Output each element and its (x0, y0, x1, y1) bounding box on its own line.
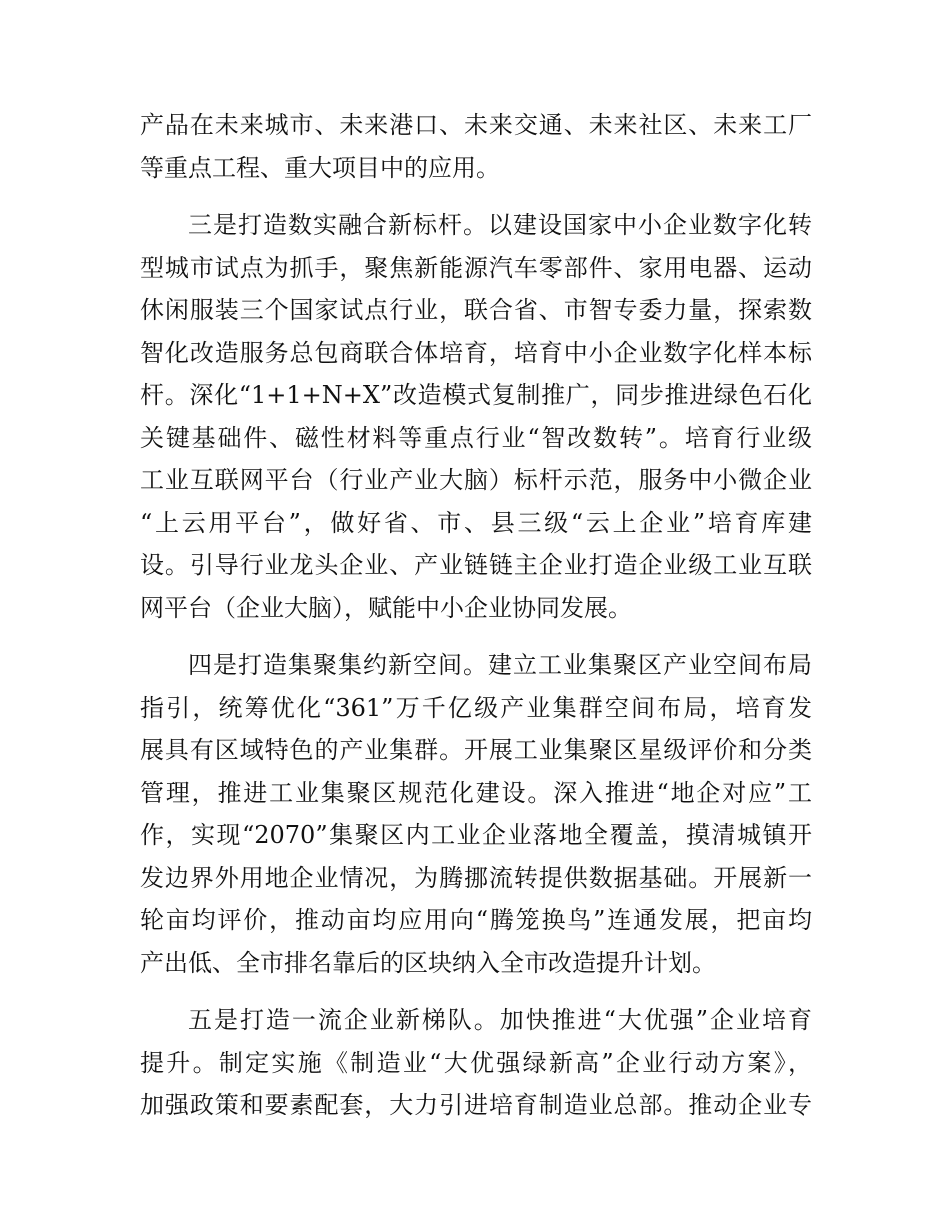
text-line: 指引，统筹优化“361”万千亿级产业集群空间布局，培育发 (140, 693, 812, 722)
text-line: 五是打造一流企业新梯队。加快推进“大优强”企业培育 (188, 1006, 812, 1034)
text-line: 工业互联网平台（行业产业大脑）标杆示范，服务中小微企业 (140, 466, 812, 494)
text-line: 智化改造服务总包商联合体培育，培育中小企业数字化样本标 (140, 338, 812, 367)
text-line: 产品在未来城市、未来港口、未来交通、未来社区、未来工厂 (140, 111, 812, 139)
paragraph-3 (140, 644, 812, 984)
text-line: 关键基础件、磁性材料等重点行业“智改数转”。培育行业级 (140, 423, 812, 452)
paragraph-2 (140, 204, 812, 629)
text-line: 加强政策和要素配套，大力引进培育制造业总部。推动企业专 (140, 1091, 812, 1119)
text-line: 轮亩均评价，推动亩均应用向“腾笼换鸟”连通发展，把亩均 (140, 906, 812, 934)
text-line: 产出低、全市排名靠后的区块纳入全市改造提升计划。 (140, 948, 716, 977)
text-line: 等重点工程、重大项目中的应用。 (140, 153, 500, 182)
text-line: 三是打造数实融合新标杆。以建设国家中小企业数字化转 (188, 211, 812, 239)
text-line: 管理，推进工业集聚区规范化建设。深入推进“地企对应”工 (140, 778, 812, 807)
text-line: 提升。制定实施《制造业“大优强绿新高”企业行动方案》， (140, 1048, 812, 1077)
text-line: 型城市试点为抓手，聚焦新能源汽车零部件、家用电器、运动 (140, 253, 812, 282)
text-line: 四是打造集聚集约新空间。建立工业集聚区产业空间布局 (188, 651, 812, 679)
text-line: “上云用平台”，做好省、市、县三级“云上企业”培育库建 (140, 508, 812, 537)
text-line: 发边界外用地企业情况，为腾挪流转提供数据基础。开展新一 (140, 863, 812, 892)
paragraph-1 (140, 104, 812, 189)
paragraph-4 (140, 999, 812, 1127)
text-line: 展具有区域特色的产业集群。开展工业集聚区星级评价和分类 (140, 736, 812, 764)
text-line: 杆。深化“1+1+N+X”改造模式复制推广，同步推进绿色石化 (140, 381, 812, 409)
text-line: 设。引导行业龙头企业、产业链链主企业打造企业级工业互联 (140, 551, 812, 579)
text-line: 休闲服装三个国家试点行业，联合省、市智专委力量，探索数 (140, 296, 812, 324)
text-line: 网平台（企业大脑），赋能中小企业协同发展。 (140, 593, 632, 622)
text-line: 作，实现“2070”集聚区内工业企业落地全覆盖，摸清城镇开 (140, 821, 812, 849)
document-body (140, 104, 812, 1127)
